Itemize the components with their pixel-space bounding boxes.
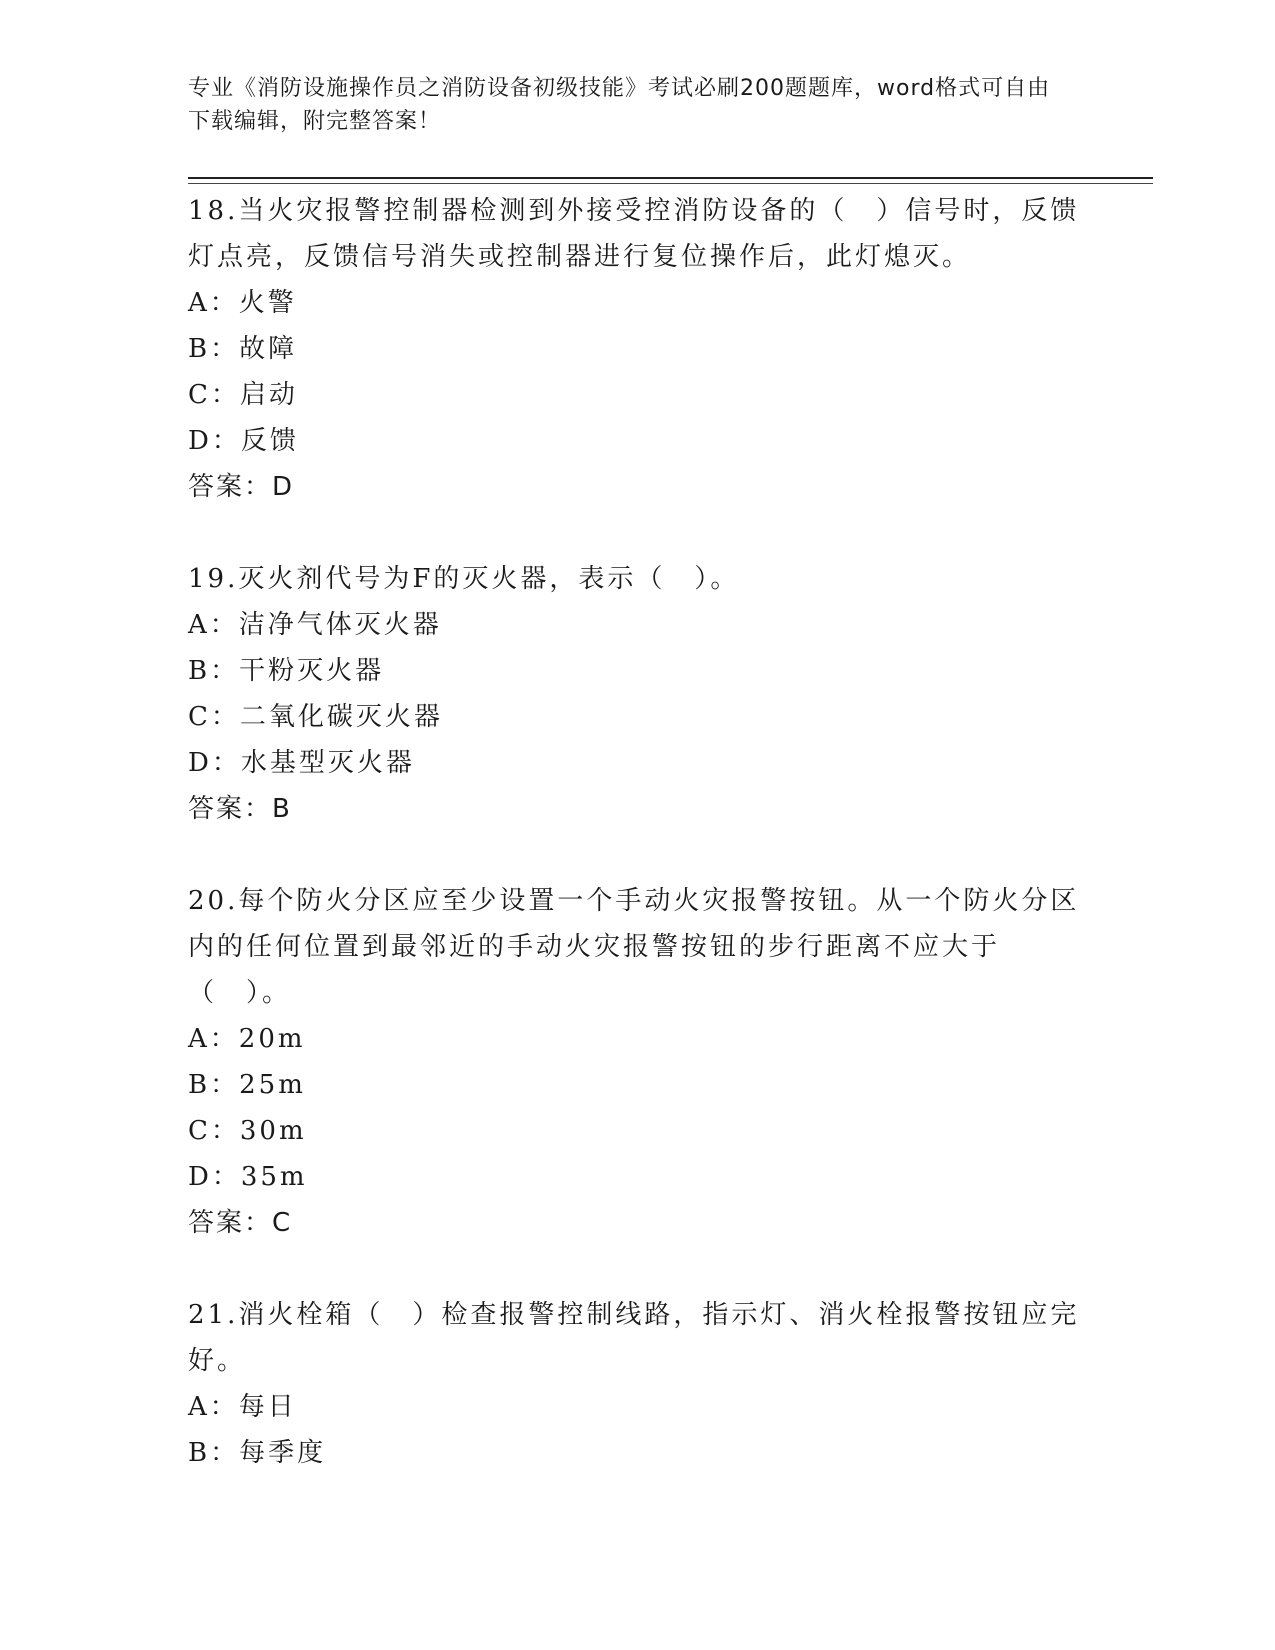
answer-line: 答案：B xyxy=(188,794,292,824)
question-18 xyxy=(188,188,1088,510)
option-b: B：干粉灭火器 xyxy=(188,656,385,686)
option-b: B：故障 xyxy=(188,334,298,364)
question-21 xyxy=(188,1292,1088,1476)
question-list xyxy=(188,188,1088,1522)
header-rule-thick xyxy=(188,177,1153,179)
option-b: B：25m xyxy=(188,1070,306,1100)
option-a: A：20m xyxy=(188,1024,306,1054)
option-d: D：水基型灭火器 xyxy=(188,748,415,778)
question-stem: 19.灭火剂代号为F的灭火器，表示（ ）。 xyxy=(188,564,740,594)
answer-line: 答案：C xyxy=(188,1208,293,1238)
question-20 xyxy=(188,878,1088,1246)
question-stem: 20.每个防火分区应至少设置一个手动火灾报警按钮。从一个防火分区内的任何位置到最邻近的手动火灾报警按钮的步行距离不应大于（ ）。 xyxy=(188,886,1080,1008)
option-d: D：35m xyxy=(188,1162,308,1192)
option-a: A：每日 xyxy=(188,1392,297,1422)
option-b: B：每季度 xyxy=(188,1438,327,1468)
option-a: A：火警 xyxy=(188,288,297,318)
option-c: C：启动 xyxy=(188,380,298,410)
page-header: 专业《消防设施操作员之消防设备初级技能》考试必刷200题题库，word格式可自由下载编辑，附完整答案！ xyxy=(188,76,1051,134)
option-c: C：30m xyxy=(188,1116,307,1146)
question-19 xyxy=(188,556,1088,832)
question-stem: 21.消火栓箱（ ）检查报警控制线路，指示灯、消火栓报警按钮应完好。 xyxy=(188,1300,1080,1376)
option-d: D：反馈 xyxy=(188,426,299,456)
question-stem: 18.当火灾报警控制器检测到外接受控消防设备的（ ）信号时，反馈灯点亮，反馈信号消失或控制器进行复位操作后，此灯熄灭。 xyxy=(188,196,1080,272)
answer-line: 答案：D xyxy=(188,472,295,502)
option-c: C：二氧化碳灭火器 xyxy=(188,702,443,732)
option-a: A：洁净气体灭火器 xyxy=(188,610,442,640)
header-rule-thin xyxy=(188,183,1153,184)
